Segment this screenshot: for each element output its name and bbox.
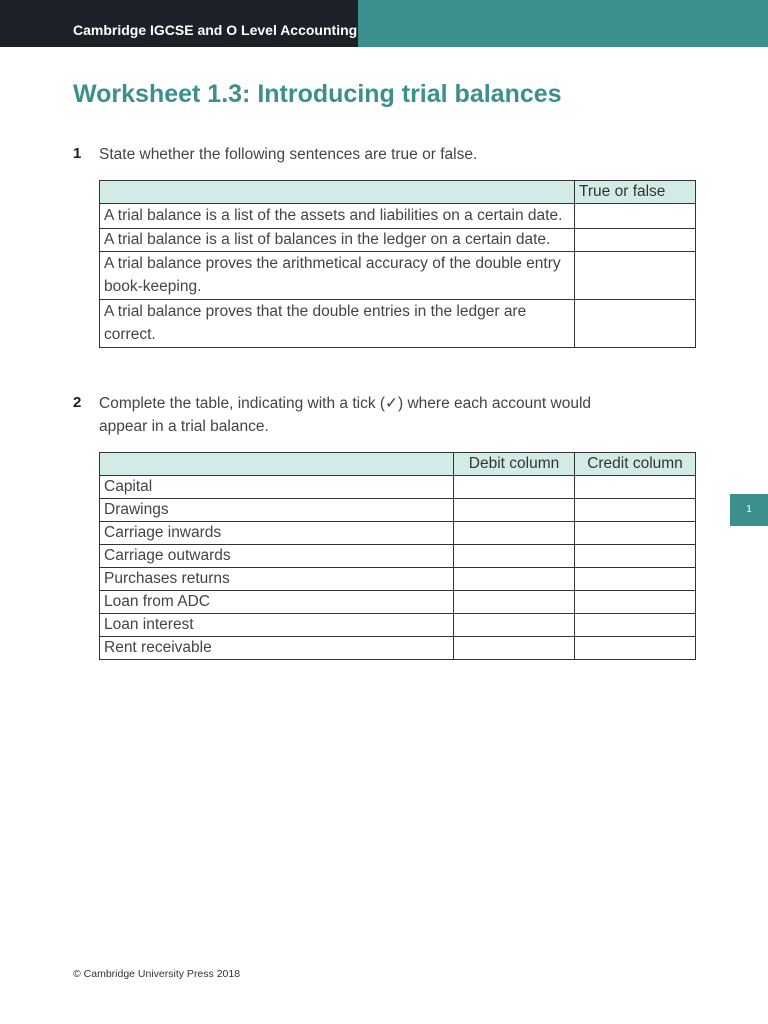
account-cell: Capital (100, 476, 454, 499)
account-cell: Rent receivable (100, 637, 454, 660)
table-row (100, 204, 696, 229)
question-2-text-line-2: appear in a trial balance. (99, 418, 269, 435)
book-title: Cambridge IGCSE and O Level Accounting (73, 22, 358, 38)
account-cell: Drawings (100, 499, 454, 522)
debit-cell[interactable] (454, 591, 575, 614)
account-cell: Carriage outwards (100, 545, 454, 568)
credit-cell[interactable] (575, 591, 696, 614)
credit-cell[interactable] (575, 568, 696, 591)
account-cell: Carriage inwards (100, 522, 454, 545)
debit-cell[interactable] (454, 545, 575, 568)
header-statement (100, 181, 575, 204)
debit-credit-table (99, 452, 696, 660)
table-row (100, 637, 696, 660)
table-row (100, 499, 696, 522)
answer-cell[interactable] (575, 299, 696, 347)
debit-cell[interactable] (454, 614, 575, 637)
table-row (100, 614, 696, 637)
header-true-or-false: True or false (575, 181, 696, 204)
account-cell: Purchases returns (100, 568, 454, 591)
question-1-number: 1 (73, 145, 82, 162)
true-false-table (99, 180, 696, 348)
answer-cell[interactable] (575, 228, 696, 251)
debit-cell[interactable] (454, 568, 575, 591)
worksheet-title: Worksheet 1.3: Introducing trial balances (73, 80, 562, 108)
account-cell: Loan interest (100, 614, 454, 637)
header-bar-teal (358, 0, 768, 47)
statement-cell: A trial balance is a list of balances in the ledger on a certain date. (100, 228, 575, 251)
debit-cell[interactable] (454, 499, 575, 522)
table-header-row (100, 181, 696, 204)
page-number-tab: 1 (730, 494, 768, 526)
table-row (100, 476, 696, 499)
credit-cell[interactable] (575, 499, 696, 522)
question-1-text: State whether the following sentences are true or false. (99, 146, 478, 163)
table-row (100, 228, 696, 251)
copyright-footer: © Cambridge University Press 2018 (73, 968, 241, 980)
credit-cell[interactable] (575, 545, 696, 568)
account-cell: Loan from ADC (100, 591, 454, 614)
statement-cell: A trial balance proves that the double entries in the ledger are correct. (100, 299, 575, 347)
header-account (100, 453, 454, 476)
table-row (100, 591, 696, 614)
debit-cell[interactable] (454, 522, 575, 545)
table-row (100, 251, 696, 299)
debit-cell[interactable] (454, 637, 575, 660)
answer-cell[interactable] (575, 251, 696, 299)
table-row (100, 568, 696, 591)
statement-cell: A trial balance is a list of the assets and liabilities on a certain date. (100, 204, 575, 229)
answer-cell[interactable] (575, 204, 696, 229)
table-row (100, 545, 696, 568)
header-credit-column: Credit column (575, 453, 696, 476)
statement-cell: A trial balance proves the arithmetical accuracy of the double entry book-keeping. (100, 251, 575, 299)
table-header-row (100, 453, 696, 476)
credit-cell[interactable] (575, 614, 696, 637)
header-debit-column: Debit column (454, 453, 575, 476)
question-2-text (99, 392, 591, 438)
table-row (100, 299, 696, 347)
credit-cell[interactable] (575, 476, 696, 499)
debit-cell[interactable] (454, 476, 575, 499)
question-2-text-line-1: Complete the table, indicating with a tick (✓) where each account would (99, 395, 592, 412)
question-2-number: 2 (73, 394, 82, 411)
credit-cell[interactable] (575, 522, 696, 545)
credit-cell[interactable] (575, 637, 696, 660)
table-row (100, 522, 696, 545)
